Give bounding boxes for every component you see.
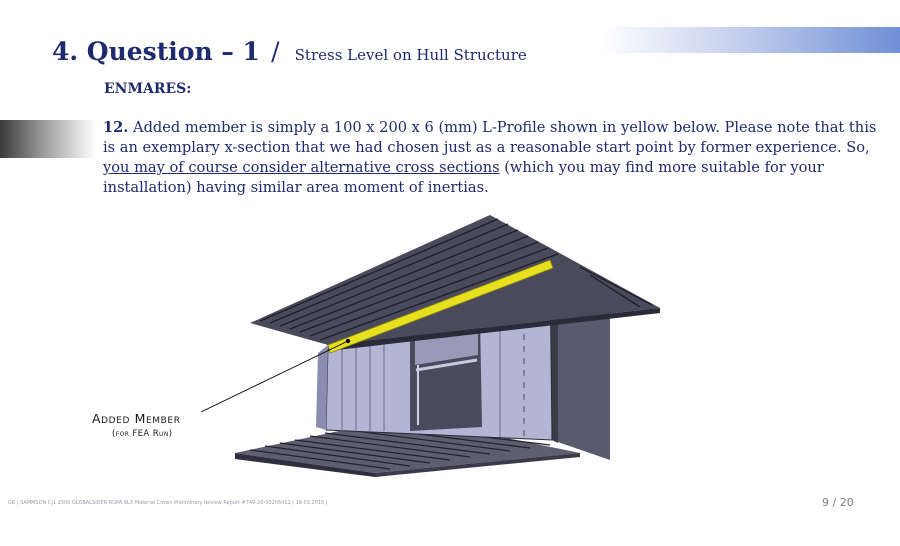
slide-title-separator: / <box>271 37 280 66</box>
item-paragraph <box>103 118 893 198</box>
item-number: 12. <box>103 119 129 136</box>
hull-structure-figure <box>80 205 680 480</box>
item-text-part-1: Added member is simply a 100 x 200 x 6 (mm) L-Profile shown in yellow below. Please note that this is an exemplary x-section that we had chosen just as a reasonable start point by former experience. So, <box>103 119 877 156</box>
item-text-underlined: you may of course consider alternative cross sections <box>103 159 500 176</box>
slide-title <box>52 30 527 68</box>
footer-reference: GB | SAMMSON CJ1 2500 GLOBALSIDER ROPA 9LX Material Crown Preliminary Review Report #749-20-00205012 | 19.03.2015 | <box>8 500 328 506</box>
left-gradient-marker <box>0 120 95 158</box>
section-label: ENMARES: <box>104 81 192 97</box>
added-member-label: Added Member <box>92 411 181 426</box>
slide-title-main: 4. Question – 1 <box>52 37 260 66</box>
header-gradient-bar <box>600 27 900 53</box>
item-text-part-2: (which you may find more suitable for your installation) having similar area moment of inertias. <box>103 159 824 196</box>
page-number: 9 / 20 <box>822 496 854 509</box>
slide-subtitle: Stress Level on Hull Structure <box>294 46 527 64</box>
added-member-sublabel: (for FEA Run) <box>112 429 173 439</box>
